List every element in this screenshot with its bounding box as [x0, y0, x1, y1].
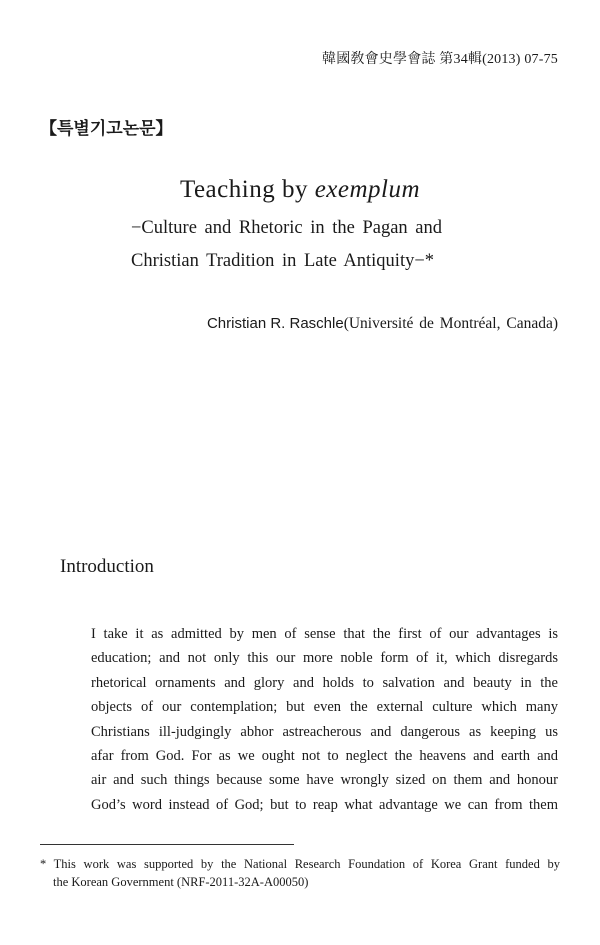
article-subtitle-line-2: Christian Tradition in Late Antiquity−*: [131, 251, 435, 271]
article-title-italic: exemplum: [314, 176, 421, 203]
body-line: God’s word instead of God; but to reap what advantage we can from them: [91, 796, 558, 813]
body-line: air and such things because some have wrongly sized on them and honour: [91, 772, 558, 789]
author-name: Christian R. Raschle: [206, 315, 344, 332]
section-heading: Introduction: [60, 556, 154, 577]
footnote: [40, 855, 560, 891]
body-line: Christians ill-judgingly abhor astreacherous and dangerous as keeping us: [91, 723, 558, 740]
article-title: [0, 176, 600, 204]
body-line: objects of our contemplation; but even the external culture which many: [91, 699, 558, 716]
footnote-line-1: * This work was supported by the National Research Foundation of Korea Grant funded by: [40, 857, 560, 871]
author-line: [207, 315, 558, 333]
body-line: rhetorical ornaments and glory and holds to salvation and beauty in the: [91, 674, 558, 691]
body-line: education; and not only this our more noble form of it, which disregards: [91, 650, 558, 667]
body-line: afar from God. For as we ought not to neglect the heavens and earth and: [91, 748, 558, 765]
author-affiliation: (Université de Montréal, Canada): [343, 315, 558, 332]
footnote-line-2: the Korean Government (NRF-2011-32A-A00050): [53, 875, 309, 889]
article-subtitle-line-1: −Culture and Rhetoric in the Pagan and: [131, 218, 443, 238]
article-title-text: Teaching by: [179, 176, 315, 203]
footnote-divider: [40, 844, 294, 845]
running-header: 韓國敎會史學會誌 第34輯(2013) 07-75: [322, 52, 558, 67]
body-line: I take it as admitted by men of sense that the first of our advantages is: [91, 626, 558, 642]
article-title-block: [0, 176, 600, 204]
body-paragraph: [91, 622, 558, 817]
section-tag: 【특별기고논문】: [40, 119, 173, 138]
